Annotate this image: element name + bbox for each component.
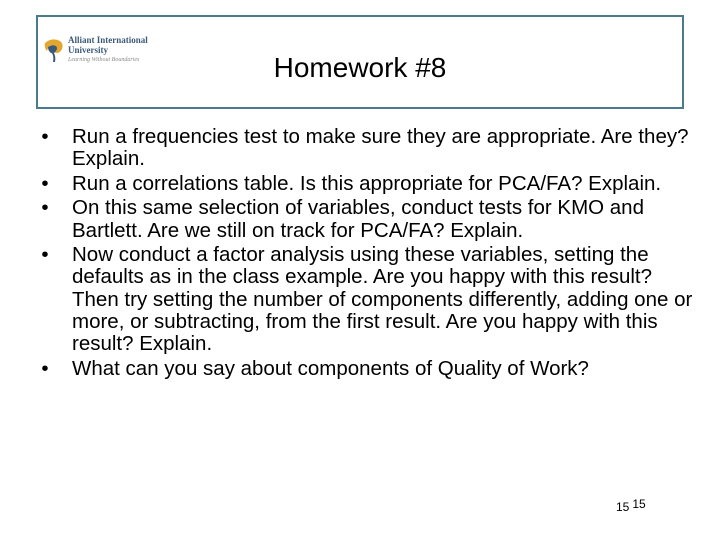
bullet-dot-icon: • (41, 356, 49, 380)
page-number (616, 497, 646, 514)
bullet-text: Now conduct a factor analysis using these variables, setting the defaults as in the class example. Are you happy with this result? Then try setting the number of components differently, adding one or more, or subtracting, from the first result. Are you happy with this result? Explain. (72, 243, 693, 355)
bullet-item (30, 173, 696, 195)
logo-line-1: Alliant International (68, 35, 148, 45)
bullet-text: On this same selection of variables, conduct tests for KMO and Bartlett. Are we still on track for PCA/FA? Explain. (72, 196, 644, 242)
bullet-item (30, 197, 696, 241)
bullet-dot-icon: • (41, 196, 49, 220)
slide-title: Homework #8 (273, 52, 447, 83)
bullet-text: Run a correlations table. Is this appropriate for PCA/FA? Explain. (72, 171, 662, 195)
page-number-2: 15 (632, 497, 646, 511)
bullet-item (30, 244, 696, 355)
bullet-item (30, 358, 696, 380)
bullet-text: Run a frequencies test to make sure they are appropriate. Are they? Explain. (72, 125, 689, 171)
logo-tagline: Learning Without Boundaries (68, 57, 140, 63)
title-box (36, 15, 684, 109)
logo-line-2: University (68, 45, 108, 55)
bullet-dot-icon: • (41, 125, 49, 148)
bullet-text: What can you say about components of Quality of Work? (72, 356, 589, 380)
page-number-1: 15 (616, 500, 630, 514)
bullet-list (30, 126, 696, 382)
bullet-dot-icon: • (41, 171, 49, 195)
bullet-item (30, 126, 696, 170)
bullet-dot-icon: • (41, 243, 49, 267)
